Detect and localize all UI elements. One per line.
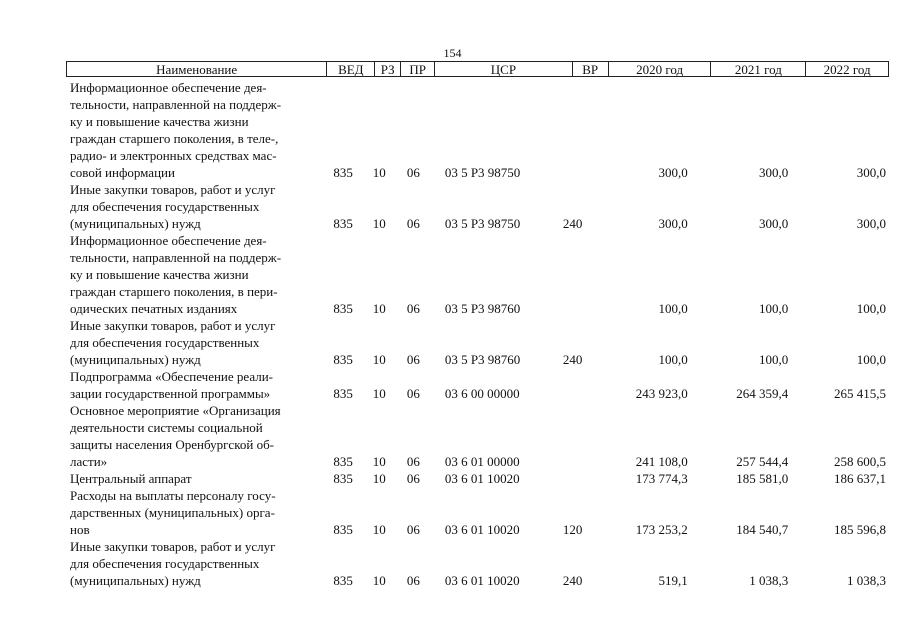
- table-header: [66, 61, 889, 77]
- cell-csr: 03 6 01 10020: [444, 471, 520, 486]
- cell-rz: 10: [372, 165, 386, 180]
- cell-2021: 184 540,7: [736, 522, 789, 537]
- name-line: нов: [70, 522, 90, 537]
- cell-pr: 06: [406, 573, 420, 588]
- header-pr: ПР: [400, 62, 434, 76]
- cell-csr: 03 6 00 00000: [444, 386, 520, 401]
- name-line: дарственных (муниципальных) орга-: [70, 505, 275, 520]
- cell-csr: 03 5 P3 98750: [444, 216, 521, 231]
- cell-2020: 519,1: [658, 573, 688, 588]
- cell-name: [66, 470, 320, 487]
- cell-ved: 835: [333, 471, 353, 486]
- cell-csr: 03 6 01 00000: [444, 454, 520, 469]
- name-line: Информационное обеспечение дея-: [70, 80, 267, 95]
- name-line: зации государственной программы»: [70, 386, 271, 401]
- cell-2020: 100,0: [658, 301, 688, 316]
- cell-2022: 300,0: [856, 216, 886, 231]
- cell-2022: 186 637,1: [833, 471, 886, 486]
- cell-2020: 300,0: [658, 165, 688, 180]
- name-line: Подпрограмма «Обеспечение реали-: [70, 369, 273, 384]
- cell-2020: 300,0: [658, 216, 688, 231]
- cell-rz: 10: [372, 216, 386, 231]
- name-line: ку и повышение качества жизни: [70, 114, 249, 129]
- table-body: [66, 79, 896, 589]
- cell-2021: 100,0: [759, 352, 789, 367]
- cell-vr: 240: [562, 216, 583, 231]
- table-row: [66, 181, 896, 232]
- cell-pr: 06: [406, 522, 420, 537]
- name-line: ласти»: [70, 454, 108, 469]
- header-name: Наименование: [156, 62, 238, 77]
- cell-rz: 10: [372, 471, 386, 486]
- cell-2021: 264 359,4: [736, 386, 789, 401]
- header-2021: 2021 год: [710, 62, 805, 76]
- page-number: 154: [443, 46, 462, 60]
- cell-csr: 03 5 P3 98750: [444, 165, 521, 180]
- table-row: [66, 538, 896, 589]
- name-line: Информационное обеспечение дея-: [70, 233, 267, 248]
- cell-ved: 835: [333, 301, 353, 316]
- cell-csr: 03 5 P3 98760: [444, 301, 521, 316]
- table-row: [66, 402, 896, 470]
- header-csr: ЦСР: [434, 62, 572, 76]
- cell-pr: 06: [406, 471, 420, 486]
- cell-2021: 1 038,3: [749, 573, 789, 588]
- name-line: Расходы на выплаты персоналу госу-: [70, 488, 276, 503]
- cell-ved: 835: [333, 454, 353, 469]
- name-line: для обеспечения государственных: [70, 199, 260, 214]
- cell-2020: 243 923,0: [635, 386, 688, 401]
- cell-ved: 835: [333, 216, 353, 231]
- name-line: Иные закупки товаров, работ и услуг: [70, 318, 276, 333]
- name-line: Иные закупки товаров, работ и услуг: [70, 539, 276, 554]
- cell-2020: 241 108,0: [635, 454, 688, 469]
- cell-name: [66, 487, 320, 538]
- name-line: совой информации: [70, 165, 175, 180]
- cell-ved: 835: [333, 352, 353, 367]
- cell-2022: 258 600,5: [833, 454, 886, 469]
- table-row: [66, 487, 896, 538]
- cell-2021: 300,0: [759, 216, 789, 231]
- cell-rz: 10: [372, 386, 386, 401]
- header-2020: 2020 год: [608, 62, 711, 76]
- cell-pr: 06: [406, 386, 420, 401]
- name-line: Центральный аппарат: [70, 471, 192, 486]
- header-2022: 2022 год: [805, 62, 888, 76]
- cell-2022: 185 596,8: [833, 522, 886, 537]
- cell-2021: 300,0: [759, 165, 789, 180]
- name-line: для обеспечения государственных: [70, 556, 260, 571]
- cell-2022: 1 038,3: [846, 573, 886, 588]
- name-line: (муниципальных) нужд: [70, 352, 201, 367]
- cell-2022: 265 415,5: [833, 386, 886, 401]
- header-ved: ВЕД: [326, 62, 374, 76]
- table-row: [66, 232, 896, 317]
- cell-2022: 100,0: [856, 352, 886, 367]
- cell-vr: 240: [562, 352, 583, 367]
- cell-rz: 10: [372, 301, 386, 316]
- cell-name: [66, 538, 320, 589]
- cell-2022: 300,0: [856, 165, 886, 180]
- cell-rz: 10: [372, 522, 386, 537]
- cell-csr: 03 5 P3 98760: [444, 352, 521, 367]
- name-line: граждан старшего поколения, в пери-: [70, 284, 278, 299]
- cell-ved: 835: [333, 522, 353, 537]
- cell-rz: 10: [372, 573, 386, 588]
- cell-2020: 100,0: [658, 352, 688, 367]
- cell-csr: 03 6 01 10020: [444, 522, 520, 537]
- cell-name: [66, 317, 320, 368]
- cell-2020: 173 774,3: [635, 471, 688, 486]
- cell-2021: 185 581,0: [736, 471, 789, 486]
- header-rz: РЗ: [374, 62, 400, 76]
- cell-rz: 10: [372, 454, 386, 469]
- table-row: [66, 317, 896, 368]
- cell-csr: 03 6 01 10020: [444, 573, 520, 588]
- cell-name: [66, 368, 320, 402]
- name-line: деятельности системы социальной: [70, 420, 263, 435]
- cell-ved: 835: [333, 165, 353, 180]
- table-row: [66, 470, 896, 487]
- name-line: защиты населения Оренбургской об-: [70, 437, 275, 452]
- cell-pr: 06: [406, 352, 420, 367]
- cell-name: [66, 79, 320, 181]
- cell-rz: 10: [372, 352, 386, 367]
- cell-name: [66, 181, 320, 232]
- name-line: (муниципальных) нужд: [70, 216, 201, 231]
- name-line: (муниципальных) нужд: [70, 573, 201, 588]
- cell-pr: 06: [406, 165, 420, 180]
- cell-pr: 06: [406, 301, 420, 316]
- table-row: [66, 79, 896, 181]
- cell-2021: 100,0: [759, 301, 789, 316]
- cell-2020: 173 253,2: [635, 522, 688, 537]
- name-line: радио- и электронных средствах мас-: [70, 148, 277, 163]
- cell-2021: 257 544,4: [736, 454, 789, 469]
- header-vr: ВР: [572, 62, 608, 76]
- cell-name: [66, 402, 320, 470]
- name-line: граждан старшего поколения, в теле-,: [70, 131, 279, 146]
- name-line: для обеспечения государственных: [70, 335, 260, 350]
- cell-vr: 240: [562, 573, 583, 588]
- name-line: тельности, направленной на поддерж-: [70, 250, 282, 265]
- name-line: ку и повышение качества жизни: [70, 267, 249, 282]
- cell-ved: 835: [333, 386, 353, 401]
- name-line: Иные закупки товаров, работ и услуг: [70, 182, 276, 197]
- cell-pr: 06: [406, 216, 420, 231]
- name-line: тельности, направленной на поддерж-: [70, 97, 282, 112]
- cell-name: [66, 232, 320, 317]
- cell-ved: 835: [333, 573, 353, 588]
- table-row: [66, 368, 896, 402]
- cell-pr: 06: [406, 454, 420, 469]
- cell-vr: 120: [562, 522, 583, 537]
- name-line: одических печатных изданиях: [70, 301, 238, 316]
- name-line: Основное мероприятие «Организация: [70, 403, 281, 418]
- cell-2022: 100,0: [856, 301, 886, 316]
